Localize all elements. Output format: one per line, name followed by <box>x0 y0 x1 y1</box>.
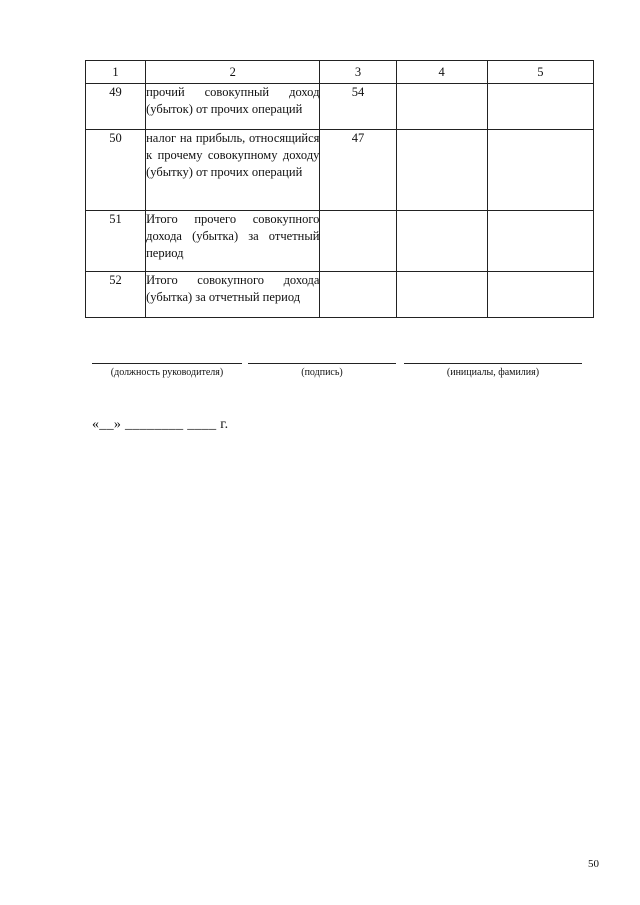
row-description: прочий совокупный доход (убыток) от прочих операций <box>146 84 320 130</box>
signature-position-line <box>92 363 242 364</box>
row-number: 52 <box>86 272 146 318</box>
table-header-row <box>86 61 594 84</box>
header-cell-3: 3 <box>320 61 396 84</box>
signature-sign-label: (подпись) <box>301 367 343 378</box>
row-col4 <box>396 130 487 211</box>
signature-position-label: (должность руководителя) <box>110 367 224 378</box>
page-number: 50 <box>588 858 599 870</box>
row-code: 47 <box>320 130 396 211</box>
row-col4 <box>396 272 487 318</box>
header-cell-5: 5 <box>487 61 593 84</box>
header-cell-4: 4 <box>396 61 487 84</box>
signature-name-line <box>404 363 582 364</box>
row-description: налог на прибыль, относящийся к прочему совокупному доходу (убытку) от прочих операций <box>146 130 320 211</box>
row-col5 <box>487 84 593 130</box>
row-col5 <box>487 272 593 318</box>
table-row <box>86 211 594 272</box>
date-field: «__» ________ ____ г. <box>92 417 229 432</box>
row-col4 <box>396 84 487 130</box>
row-number: 50 <box>86 130 146 211</box>
row-number: 51 <box>86 211 146 272</box>
row-description: Итого совокупного дохода (убытка) за отчетный период <box>146 272 320 318</box>
signature-position-block <box>92 363 242 378</box>
header-cell-1: 1 <box>86 61 146 84</box>
signature-name-label: (инициалы, фамилия) <box>446 367 540 378</box>
row-description: Итого прочего совокупного дохода (убытка) за отчетный период <box>146 211 320 272</box>
signature-sign-block <box>248 363 396 378</box>
signature-sign-line <box>248 363 396 364</box>
signature-name-block <box>404 363 582 378</box>
table-row <box>86 84 594 130</box>
table-row <box>86 272 594 318</box>
row-col5 <box>487 130 593 211</box>
table-row <box>86 130 594 211</box>
row-code: 54 <box>320 84 396 130</box>
row-col5 <box>487 211 593 272</box>
row-code <box>320 272 396 318</box>
header-cell-2: 2 <box>146 61 320 84</box>
row-col4 <box>396 211 487 272</box>
income-table <box>85 60 594 318</box>
row-code <box>320 211 396 272</box>
row-number: 49 <box>86 84 146 130</box>
